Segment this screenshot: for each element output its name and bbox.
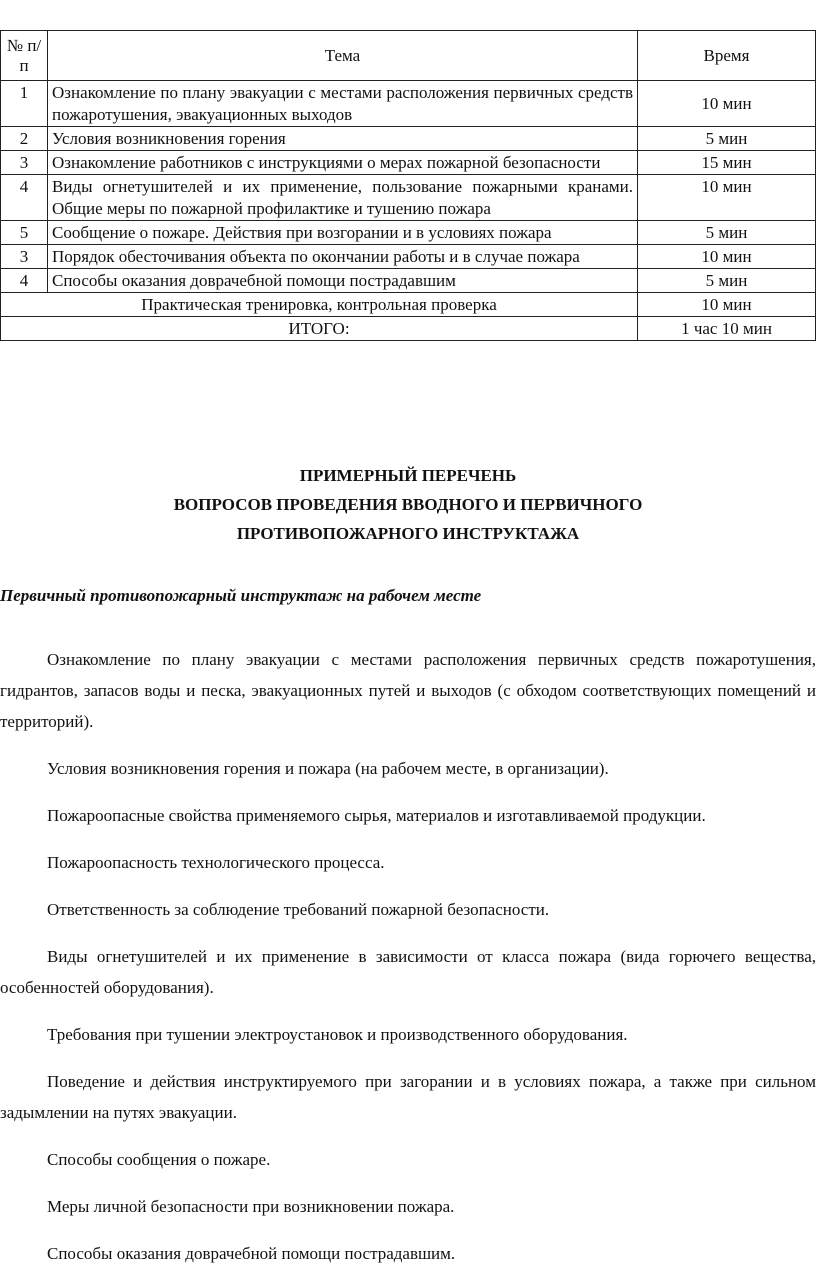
row-topic: Порядок обесточивания объекта по окончании работы и в случае пожара [48,245,638,269]
row-number: 3 [1,245,48,269]
subsection-title: Первичный противопожарный инструктаж на рабочем месте [0,586,482,605]
table-row [1,221,816,245]
total-row [1,317,816,341]
row-topic: Сообщение о пожаре. Действия при возгорании и в условиях пожара [48,221,638,245]
heading-line: ПРИМЕРНЫЙ ПЕРЕЧЕНЬ [299,466,517,485]
row-topic: Способы оказания доврачебной помощи пострадавшим [48,269,638,293]
table-row [1,175,816,221]
list-item: Меры личной безопасности при возникновении пожара. [47,1197,455,1216]
row-topic: Ознакомление работников с инструкциями о мерах пожарной безопасности [48,151,638,175]
row-topic: Ознакомление по плану эвакуации с местами расположения первичных средств пожаротушения, эвакуационных выходов [48,81,638,127]
row-time: 10 мин [638,245,816,269]
row-number: 2 [1,127,48,151]
row-time: 15 мин [638,151,816,175]
list-item: Пожароопасность технологического процесса. [47,853,385,872]
table-header-row [1,31,816,81]
row-time: 5 мин [638,269,816,293]
practice-time: 10 мин [638,293,816,317]
row-topic: Виды огнетушителей и их применение, пользование пожарными кранами. Общие меры по пожарной профилактике и тушению пожара [48,175,638,221]
schedule-table [0,30,816,341]
header-topic: Тема [48,31,638,81]
table-row [1,127,816,151]
row-number: 1 [1,81,48,127]
row-number: 3 [1,151,48,175]
header-time: Время [638,31,816,81]
row-time: 10 мин [638,81,816,127]
row-time: 5 мин [638,127,816,151]
heading-line: ПРОТИВОПОЖАРНОГО ИНСТРУКТАЖА [236,524,580,543]
list-item: Способы оказания доврачебной помощи пострадавшим. [47,1244,456,1263]
list-item: Пожароопасные свойства применяемого сырья, материалов и изготавливаемой продукции. [47,806,706,825]
row-topic: Условия возникновения горения [48,127,638,151]
list-item: Ознакомление по плану эвакуации с местами расположения первичных средств пожаротушения, гидрантов, запасов воды и песка, эвакуационных путей и выходов (с обходом соответствующих помещений и территорий). [0,650,816,731]
header-number: № п/п [1,31,48,81]
practice-label: Практическая тренировка, контрольная проверка [1,293,638,317]
list-item: Требования при тушении электроустановок и производственного оборудования. [47,1025,628,1044]
practice-row [1,293,816,317]
list-item: Условия возникновения горения и пожара (на рабочем месте, в организации). [47,759,609,778]
list-item: Способы сообщения о пожаре. [47,1150,271,1169]
list-item: Ответственность за соблюдение требований пожарной безопасности. [47,900,550,919]
total-label: ИТОГО: [1,317,638,341]
table-row [1,245,816,269]
table-row [1,151,816,175]
list-item: Виды огнетушителей и их применение в зависимости от класса пожара (вида горючего вещества, особенностей оборудования). [0,947,816,997]
table-row [1,269,816,293]
list-item: Поведение и действия инструктируемого при загорании и в условиях пожара, а также при сильном задымлении на путях эвакуации. [0,1072,816,1122]
heading-line: ВОПРОСОВ ПРОВЕДЕНИЯ ВВОДНОГО И ПЕРВИЧНОГО [173,495,643,514]
total-time: 1 час 10 мин [638,317,816,341]
row-number: 4 [1,175,48,221]
section-heading [0,461,816,548]
table-row [1,81,816,127]
row-time: 10 мин [638,175,816,221]
row-time: 5 мин [638,221,816,245]
row-number: 5 [1,221,48,245]
row-number: 4 [1,269,48,293]
instruction-list [0,644,816,1285]
